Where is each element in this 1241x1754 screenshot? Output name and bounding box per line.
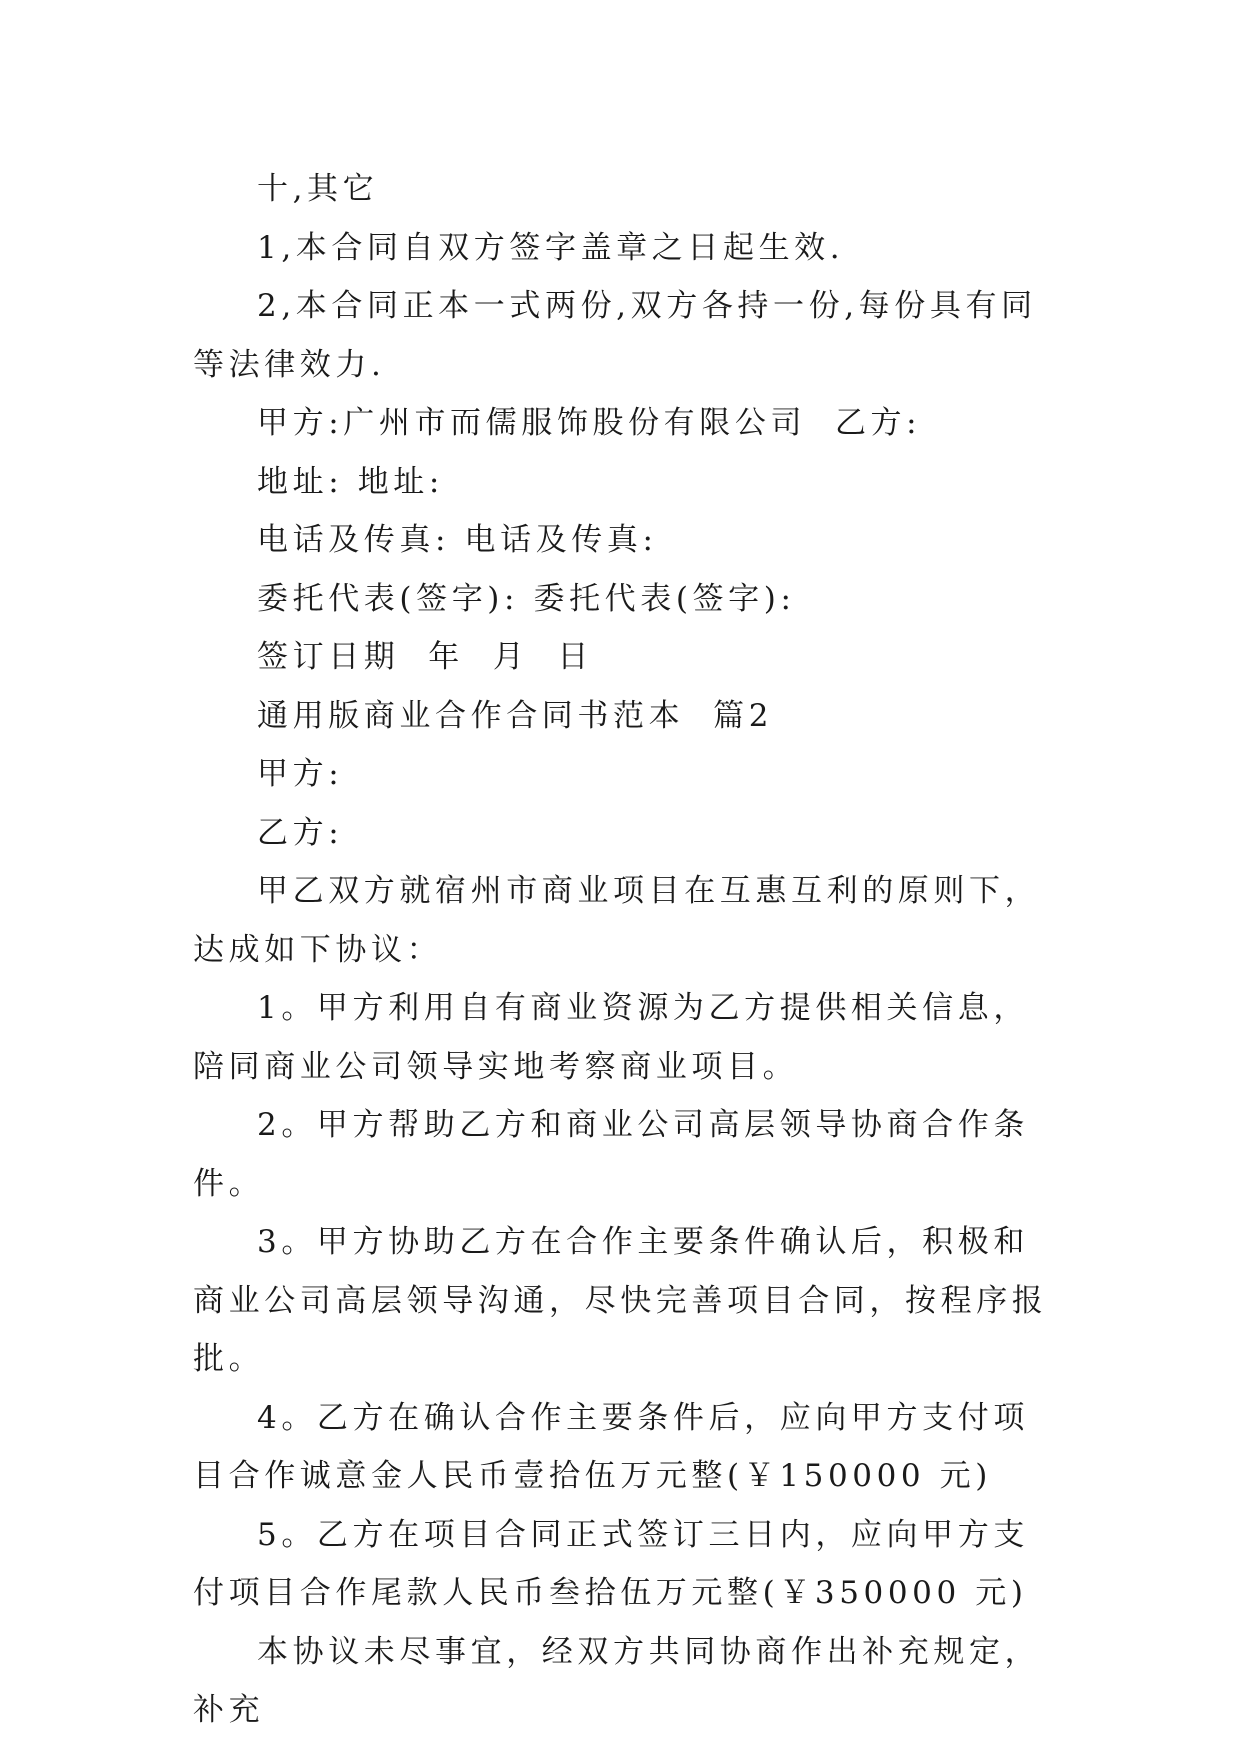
agreement-item-1: 1。甲方利用自有商业资源为乙方提供相关信息，陪同商业公司领导实地考察商业项目。: [193, 990, 1029, 1085]
agreement-item-4: 4。乙方在确认合作主要条件后，应向甲方支付项目合作诚意金人民币壹拾伍万元整(￥150000 元): [193, 1399, 1029, 1494]
agreement-item-3: 3。甲方协助乙方在合作主要条件确认后，积极和商业公司高层领导沟通，尽快完善项目合同，按程序报批。: [193, 1224, 1048, 1377]
document-body: [193, 160, 1053, 1740]
clause-effective-date: 1,本合同自双方签字盖章之日起生效.: [257, 229, 845, 266]
party-a-label: 甲方:: [257, 756, 344, 792]
agreement-item-5: 5。乙方在项目合同正式签订三日内，应向甲方支付项目合作尾款人民币叁拾伍万元整(￥350000 元): [193, 1516, 1029, 1611]
representative-signature-line: 委托代表(签字): 委托代表(签字):: [257, 580, 796, 617]
supplementary-clause: 本协议未尽事宜，经双方共同协商作出补充规定，补充: [193, 1633, 1041, 1728]
section-heading-other: 十,其它: [257, 171, 379, 207]
template-title: 通用版商业合作合同书范本 篇2: [257, 697, 774, 734]
signing-date-line: 签订日期 年 月 日: [257, 639, 593, 675]
clause-copies: 2,本合同正本一式两份,双方各持一份,每份具有同等法律效力.: [193, 288, 1037, 383]
party-names-line: 甲方:广州市而儒服饰股份有限公司 乙方:: [257, 405, 922, 441]
agreement-intro: 甲乙双方就宿州市商业项目在互惠互利的原则下，达成如下协议：: [193, 873, 1041, 968]
party-b-label: 乙方:: [257, 814, 344, 851]
phone-fax-line: 电话及传真: 电话及传真:: [257, 522, 658, 558]
address-line: 地址: 地址:: [257, 463, 444, 500]
agreement-item-2: 2。甲方帮助乙方和商业公司高层领导协商合作条件。: [193, 1107, 1029, 1202]
